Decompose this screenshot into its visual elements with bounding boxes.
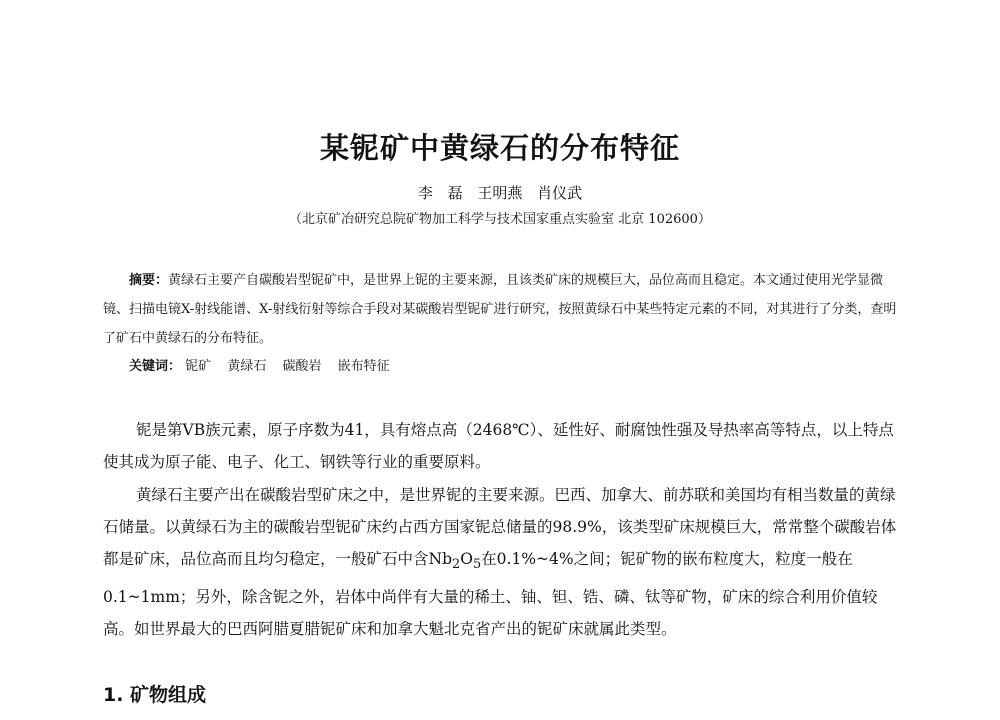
abstract-text: 黄绿石主要产自碳酸岩型铌矿中，是世界上铌的主要来源，且该类矿床的规模巨大，品位高而且稳定。本文通过使用光学显微镜、扫描电镜X-射线能谱、X-射线衍射等综合手段对某碳酸岩型铌矿进行研究，按照黄绿石中某些特定元素的不同，对其进行了分类，查明了矿石中黄绿石的分布特征。 [103, 273, 897, 346]
paragraph-2-part-a: 黄绿石主要产出在碳酸岩型矿床之中，是世界铌的主要来源。巴西、加拿大、前苏联和美国均有相当数量的黄绿石储量。以黄绿石为主的碳酸岩型铌矿床约占西方国家铌总储量的98.9%，该类型矿床规模巨大，常常整个碳酸岩体都是矿床，品位高而且均匀稳定，一般矿石中含Nb [103, 486, 897, 568]
subscript-5: 5 [472, 557, 482, 573]
keyword: 碳酸岩 [282, 359, 322, 374]
keywords [129, 357, 402, 377]
authors: 李 磊 王明燕 肖仪武 [417, 184, 583, 202]
paragraph-2-part-c: 在0.1%~4%之间；铌矿物的嵌布粒度大，粒度一般在0.1~1mm；另外，除含铌之外，岩体中尚伴有大量的稀土、铀、钽、锆、磷、钛等矿物，矿床的综合利用价值较高。如世界最大的巴西阿腊夏腊铌矿床和加拿大魁北克省产出的铌矿床就属此类型。 [103, 550, 878, 639]
keyword: 嵌布特征 [337, 359, 390, 374]
keywords-label: 关键词： [129, 359, 182, 374]
abstract [103, 266, 903, 353]
body-paragraph-2 [103, 479, 903, 645]
subscript-2: 2 [452, 557, 461, 573]
keyword: 黄绿石 [227, 359, 267, 374]
body-paragraph-1: 铌是第VB族元素，原子序数为41，具有熔点高（2468℃）、延性好、耐腐蚀性强及导热率高等特点，以上特点使其成为原子能、电子、化工、钢铁等行业的重要原料。 [103, 421, 894, 471]
section-heading: 1. 矿物组成 [103, 684, 207, 706]
paper-title: 某铌矿中黄绿石的分布特征 [319, 131, 680, 165]
keyword: 铌矿 [185, 359, 212, 374]
affiliation: （北京矿冶研究总院矿物加工科学与技术国家重点实验室 北京 102600） [289, 212, 711, 227]
abstract-label: 摘要： [129, 273, 169, 288]
paragraph-2-part-b: O [460, 550, 473, 568]
